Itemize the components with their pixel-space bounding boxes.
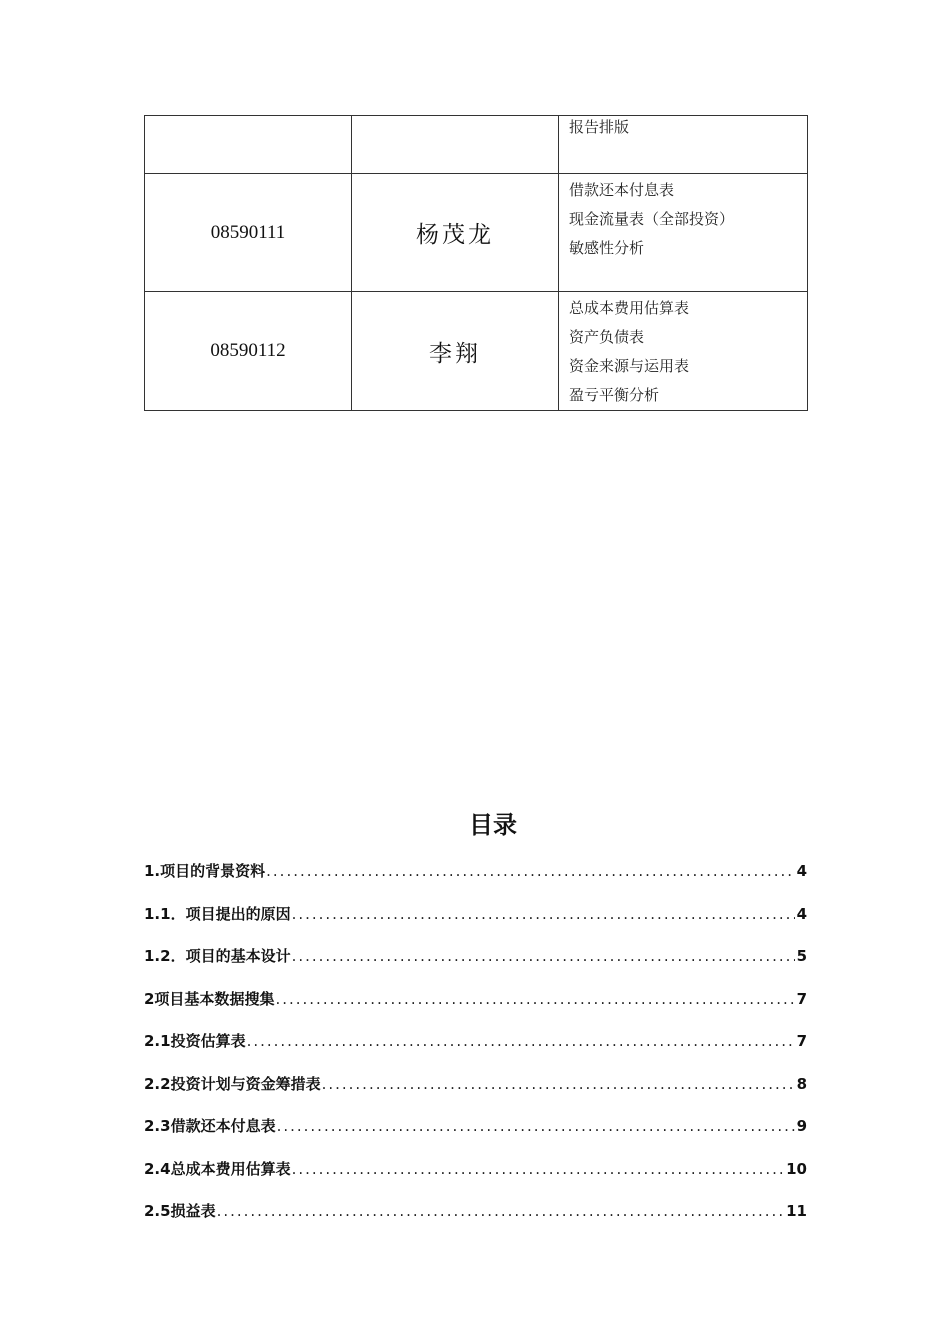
task-item: 敏感性分析 [569,239,645,257]
task-item: 资产负债表 [569,328,645,346]
toc-entry-label: 2.4总成本费用估算表 [144,1159,291,1178]
student-name-cell [352,116,559,174]
table-row [145,174,808,292]
toc-entry[interactable] [144,988,807,1031]
toc-entry-page: 7 [796,1032,807,1050]
student-name-cell: 杨茂龙 [352,174,559,292]
toc-entry[interactable] [144,1200,807,1243]
toc-entry[interactable] [144,1030,807,1073]
task-item: 总成本费用估算表 [569,299,690,317]
toc-entry-page: 7 [796,989,807,1008]
task-item: 资金来源与运用表 [569,357,690,375]
toc-entry-page: 4 [796,904,807,923]
toc-title: 目录 [469,811,517,839]
toc-entry-page: 10 [786,1159,807,1178]
toc-leader-dots [321,1075,795,1093]
task-list-cell [559,116,808,174]
toc-leader-dots [291,905,795,923]
toc-entry-page: 5 [796,947,807,965]
toc-entry-page: 4 [796,862,807,880]
table-of-contents [144,860,807,1243]
toc-entry-label: 2.1投资估算表 [144,1032,246,1050]
task-item: 借款还本付息表 [569,181,675,199]
toc-entry-label: 2.5损益表 [144,1202,216,1220]
task-item: 盈亏平衡分析 [569,386,660,404]
student-id-cell [145,116,352,174]
toc-entry-label: 1.1．项目提出的原因 [144,904,291,923]
toc-entry-page: 11 [786,1202,807,1220]
toc-entry-page: 8 [796,1074,807,1093]
student-id-cell: 08590111 [145,174,352,292]
toc-leader-dots [291,947,795,965]
toc-leader-dots [246,1032,795,1050]
toc-entry-label: 1.2．项目的基本设计 [144,947,291,965]
toc-leader-dots [291,1160,785,1178]
toc-entry[interactable] [144,903,807,946]
toc-entry[interactable] [144,1073,807,1116]
task-item: 现金流量表（全部投资） [569,210,735,228]
table-row [145,116,808,174]
toc-entry[interactable] [144,1115,807,1158]
toc-entry-label: 2.2投资计划与资金筹措表 [144,1074,321,1093]
task-list-cell [559,174,808,292]
student-name-cell: 李翔 [352,292,559,411]
toc-entry-page: 9 [796,1117,807,1135]
toc-leader-dots [274,990,794,1008]
toc-entry-label: 2项目基本数据搜集 [144,989,275,1008]
toc-leader-dots [265,862,794,880]
toc-entry[interactable] [144,945,807,988]
assignment-table [144,115,808,411]
toc-entry[interactable] [144,1158,807,1201]
toc-leader-dots [276,1117,795,1135]
toc-leader-dots [216,1202,785,1220]
toc-entry[interactable] [144,860,807,903]
table-row [145,292,808,411]
task-item: 报告排版 [569,118,630,136]
student-id-cell: 08590112 [145,292,352,411]
toc-entry-label: 2.3借款还本付息表 [144,1117,276,1135]
task-list-cell [559,292,808,411]
toc-entry-label: 1.项目的背景资料 [144,862,266,880]
